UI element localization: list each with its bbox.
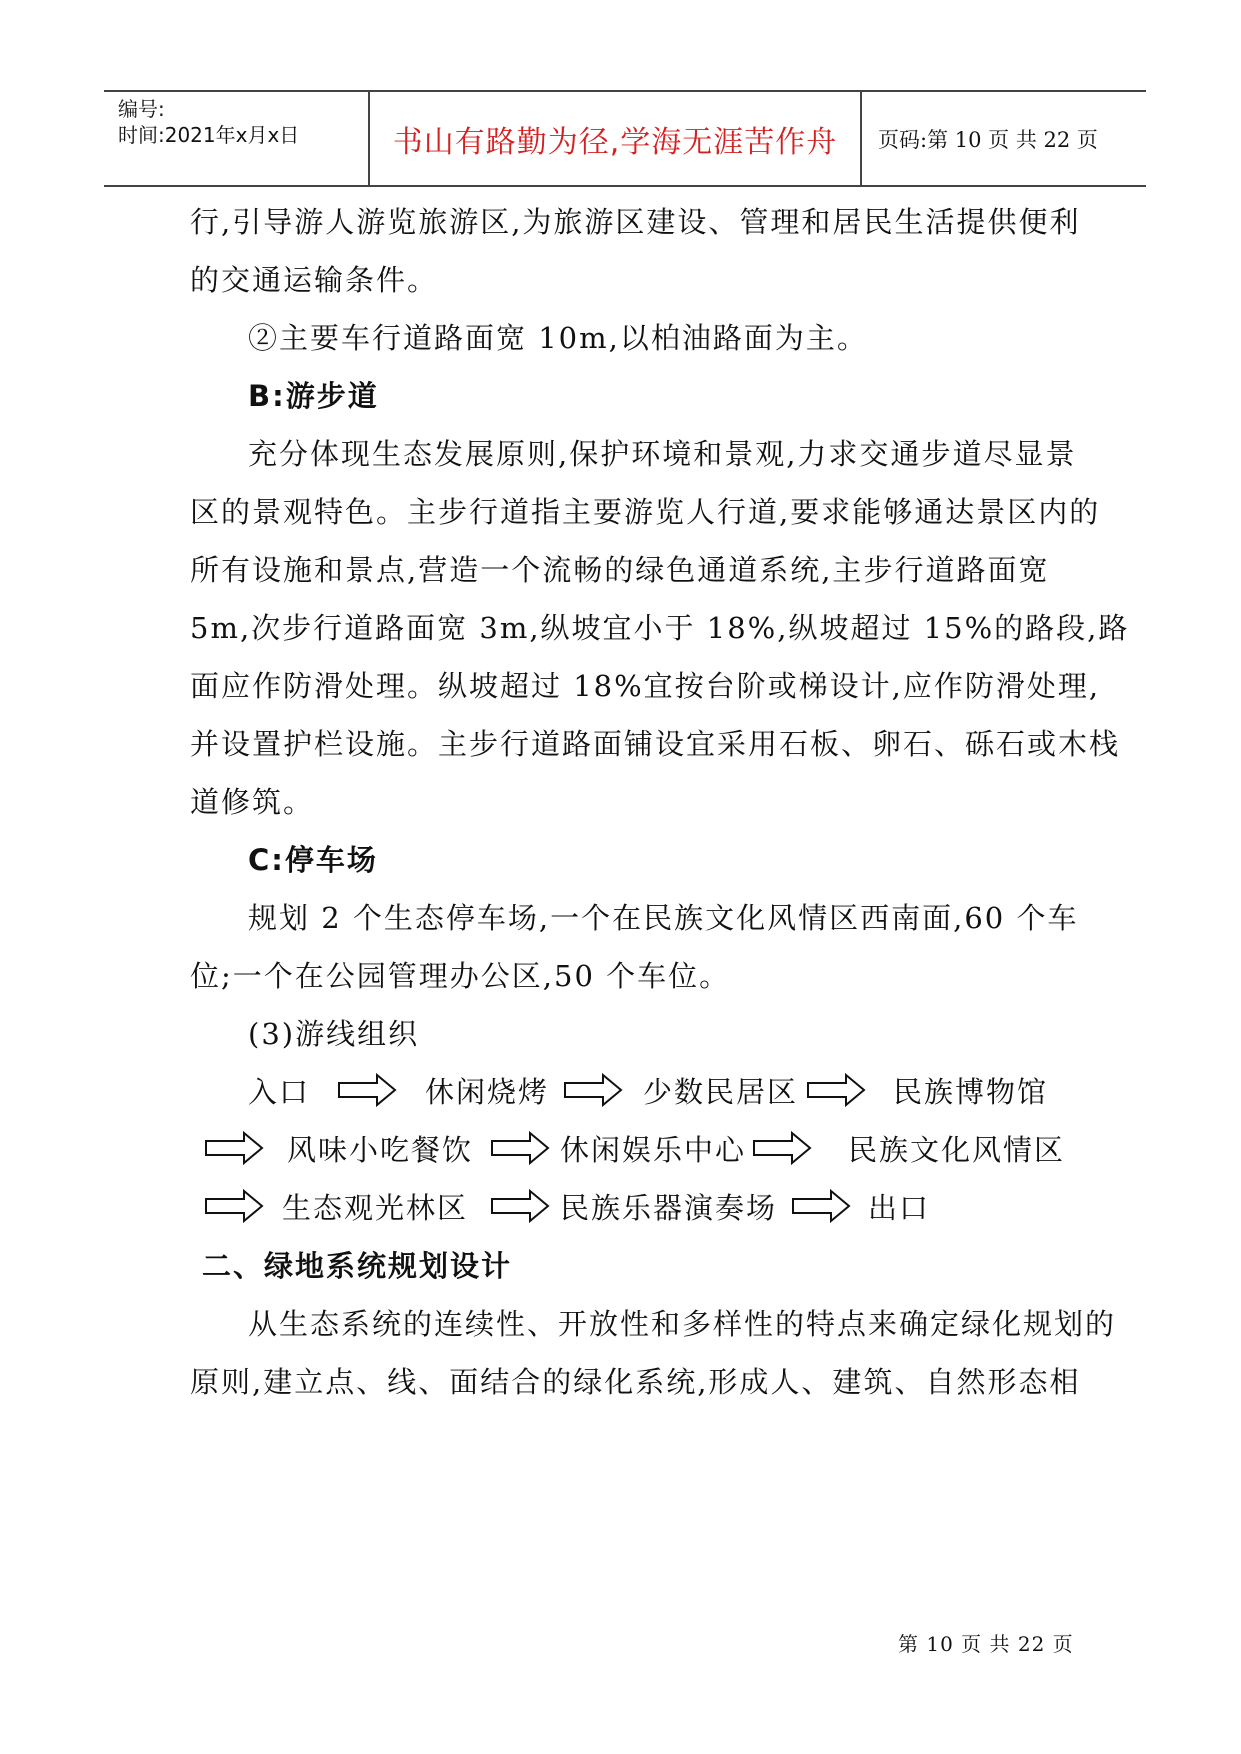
body-line: 所有设施和景点,营造一个流畅的绿色通道系统,主步行道路面宽 — [190, 553, 1050, 587]
body-line: 道修筑。 — [190, 785, 315, 819]
section-heading-b: B:游步道 — [248, 379, 379, 413]
body-line: 面应作防滑处理。纵坡超过 18%宜按台阶或梯设计,应作防滑处理, — [190, 669, 1101, 703]
route-stop: 少数民居区 — [643, 1075, 799, 1109]
right-arrow-icon — [337, 1072, 397, 1108]
right-arrow-icon — [204, 1188, 264, 1224]
route-stop: 生态观光林区 — [282, 1191, 469, 1225]
body-line: 位;一个在公园管理办公区,50 个车位。 — [190, 959, 731, 993]
body-line: 并设置护栏设施。主步行道路面铺设宜采用石板、卵石、砾石或木栈 — [190, 727, 1121, 761]
body-line: 区的景观特色。主步行道指主要游览人行道,要求能够通达景区内的 — [190, 495, 1101, 529]
body-line: 5m,次步行道路面宽 3m,纵坡宜小于 18%,纵坡超过 15%的路段,路 — [190, 611, 1130, 645]
right-arrow-icon — [791, 1188, 851, 1224]
body-line: 原则,建立点、线、面结合的绿化系统,形成人、建筑、自然形态相 — [190, 1365, 1081, 1399]
section-heading-c: C:停车场 — [248, 843, 378, 877]
header-divider — [368, 92, 370, 185]
header-page-number: 页码:第 10 页 共 22 页 — [878, 127, 1098, 152]
document-time-label: 时间:2021年x月x日 — [118, 123, 300, 147]
right-arrow-icon — [490, 1130, 550, 1166]
route-stop: 民族博物馆 — [893, 1075, 1049, 1109]
subsection-heading: (3)游线组织 — [248, 1017, 420, 1051]
route-stop: 入口 — [248, 1075, 311, 1109]
body-line: 充分体现生态发展原则,保护环境和景观,力求交通步道尽显景 — [248, 437, 1077, 471]
body-line: 行,引导游人游览旅游区,为旅游区建设、管理和居民生活提供便利 — [190, 205, 1081, 239]
body-line: 的交通运输条件。 — [190, 263, 439, 297]
right-arrow-icon — [806, 1072, 866, 1108]
document-number-label: 编号: — [118, 97, 165, 121]
right-arrow-icon — [752, 1130, 812, 1166]
header-meta — [118, 96, 299, 148]
document-header — [104, 90, 1146, 187]
right-arrow-icon — [490, 1188, 550, 1224]
route-stop: 民族乐器演奏场 — [560, 1191, 778, 1225]
route-stop: 出口 — [868, 1191, 931, 1225]
route-stop: 风味小吃餐饮 — [287, 1133, 474, 1167]
right-arrow-icon — [204, 1130, 264, 1166]
body-line: 从生态系统的连续性、开放性和多样性的特点来确定绿化规划的 — [248, 1307, 1117, 1341]
page-footer: 第 10 页 共 22 页 — [898, 1632, 1074, 1656]
route-stop: 民族文化风情区 — [848, 1133, 1066, 1167]
body-line: ②主要车行道路面宽 10m,以柏油路面为主。 — [248, 321, 868, 355]
section-heading-2: 二、绿地系统规划设计 — [202, 1249, 513, 1283]
route-stop: 休闲娱乐中心 — [560, 1133, 747, 1167]
right-arrow-icon — [563, 1072, 623, 1108]
body-line: 规划 2 个生态停车场,一个在民族文化风情区西南面,60 个车 — [248, 901, 1079, 935]
header-divider — [860, 92, 862, 185]
route-stop: 休闲烧烤 — [425, 1075, 550, 1109]
header-motto: 书山有路勤为径,学海无涯苦作舟 — [392, 124, 838, 160]
